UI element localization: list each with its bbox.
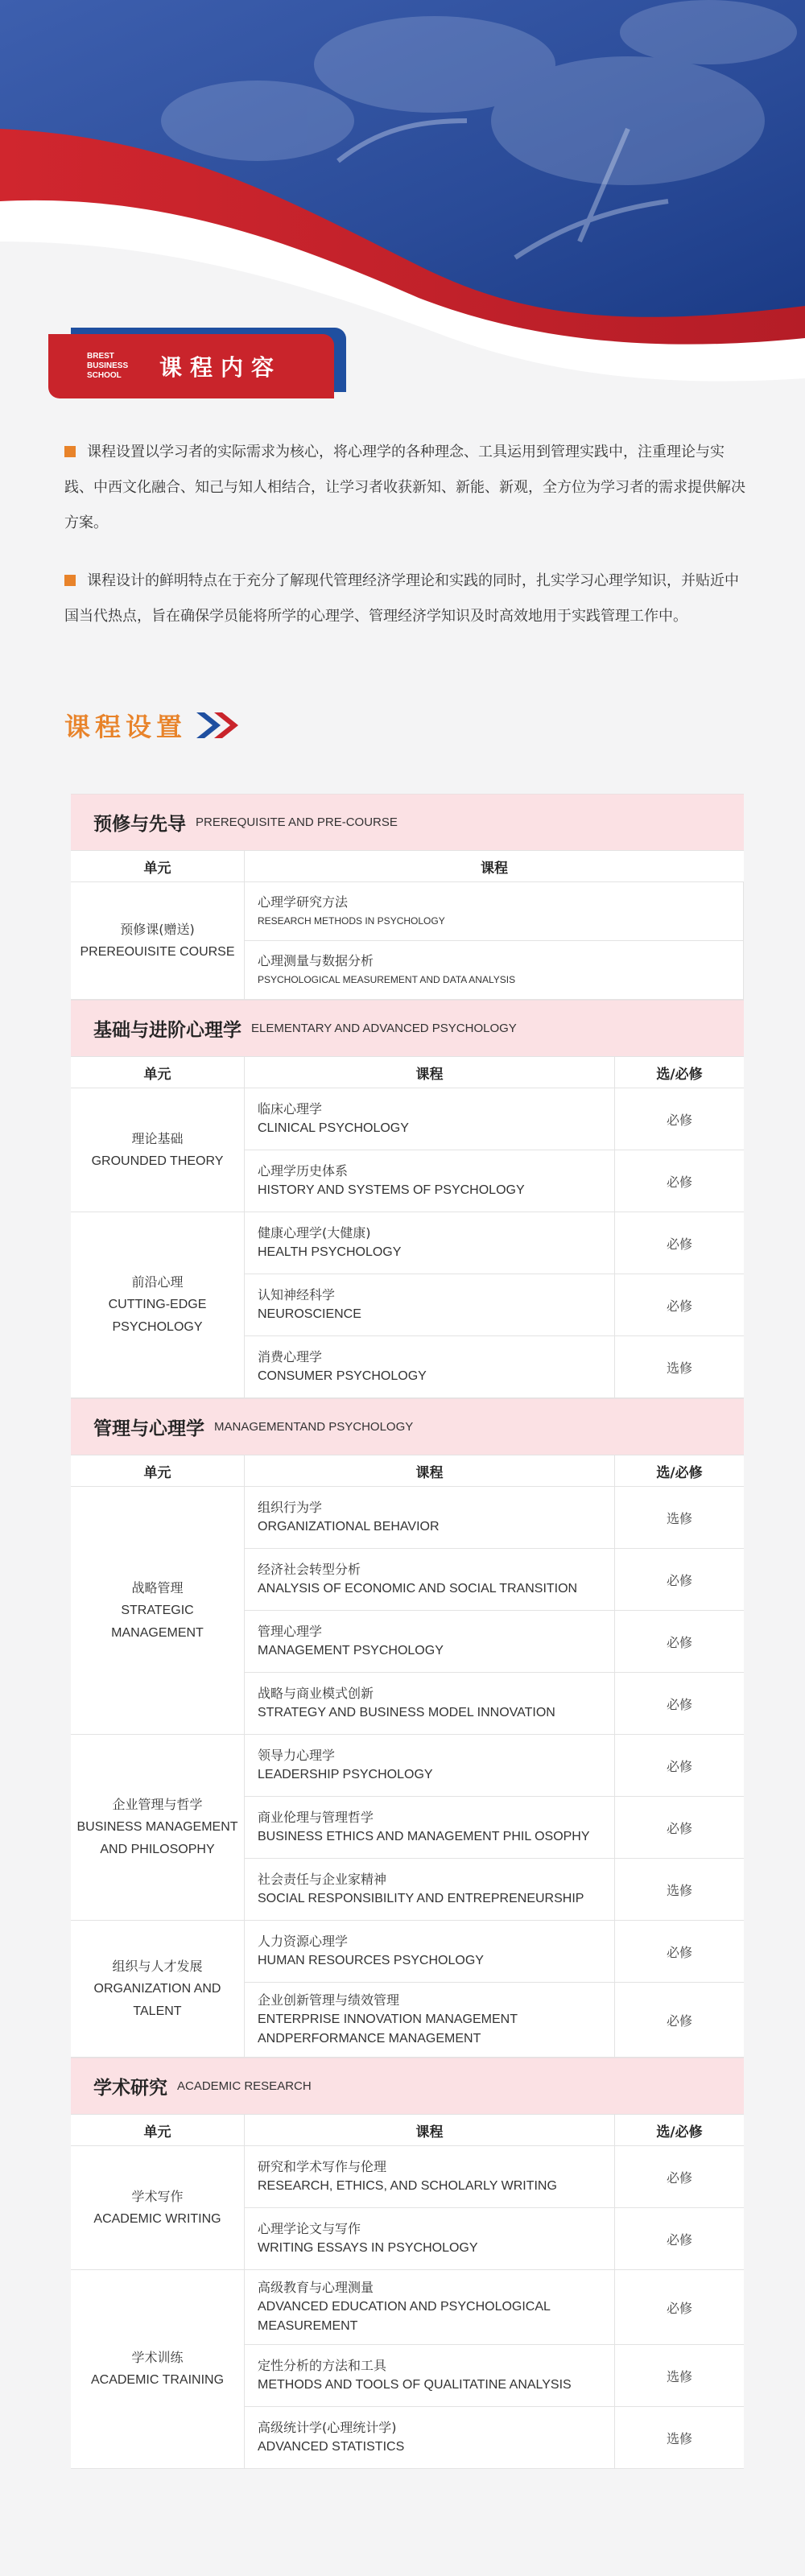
course-rows bbox=[245, 1921, 744, 2057]
course-name-en: HEALTH PSYCHOLOGY bbox=[258, 1245, 402, 1259]
table-row bbox=[245, 1487, 744, 1549]
header-course: 课程 bbox=[245, 1057, 615, 1088]
intro-paragraph-2 bbox=[64, 564, 749, 634]
course-table bbox=[71, 794, 744, 2469]
table-header-row bbox=[71, 1455, 744, 1487]
unit-block bbox=[71, 1735, 744, 1921]
course-setup-heading bbox=[64, 707, 245, 744]
group-header bbox=[71, 2058, 744, 2114]
unit-name bbox=[71, 1921, 245, 2057]
double-chevron-right-icon bbox=[193, 709, 245, 741]
course-requirement: 必修 bbox=[666, 1112, 692, 1128]
table-header-row bbox=[71, 2114, 744, 2146]
course-cell bbox=[245, 1487, 615, 1548]
unit-name-en: GROUNDED THEORY bbox=[91, 1154, 224, 1168]
unit-block bbox=[71, 1212, 744, 1398]
unit-name-en: BUSINESS MANAGEMENT AND PHILOSOPHY bbox=[76, 1820, 238, 1856]
course-name-en: ORGANIZATIONAL BEHAVIOR bbox=[258, 1520, 440, 1534]
course-name-cn: 心理学历史体系 bbox=[258, 1163, 349, 1179]
course-name-cn: 战略与商业模式创新 bbox=[258, 1686, 374, 1701]
course-cell bbox=[245, 1549, 615, 1610]
course-name-en: METHODS AND TOOLS OF QUALITATINE ANALYSIS bbox=[258, 2378, 572, 2392]
school-logo-text: BREST BUSINESS SCHOOL bbox=[87, 352, 129, 380]
course-cell bbox=[245, 1150, 615, 1212]
course-cell bbox=[245, 2270, 615, 2344]
intro-paragraph-1 bbox=[64, 435, 749, 541]
table-row bbox=[245, 2345, 744, 2407]
course-requirement: 选修 bbox=[666, 2368, 692, 2384]
table-row bbox=[245, 1150, 744, 1212]
unit-name-en: PREREOUISITE COURSE bbox=[80, 944, 235, 959]
unit-name-cn: 学术训练 bbox=[131, 2350, 184, 2365]
course-cell bbox=[245, 1673, 615, 1734]
header-course: 课程 bbox=[481, 860, 508, 877]
course-requirement: 必修 bbox=[666, 1758, 692, 1774]
table-row bbox=[245, 1673, 744, 1734]
course-name-cn: 高级教育与心理测量 bbox=[258, 2280, 374, 2295]
table-row bbox=[245, 1983, 744, 2057]
unit-name-en: STRATEGIC MANAGEMENT bbox=[111, 1603, 204, 1640]
header-required: 选/必修 bbox=[656, 1464, 703, 1481]
table-row bbox=[245, 1859, 744, 1920]
course-rows bbox=[245, 2146, 744, 2269]
unit-name-en: ACADEMIC TRAINING bbox=[90, 2373, 225, 2387]
course-name-cn: 心理学论文与写作 bbox=[258, 2221, 361, 2236]
course-requirement: 必修 bbox=[666, 1634, 692, 1650]
course-cell bbox=[245, 1859, 615, 1920]
unit-name-en: ACADEMIC WRITING bbox=[93, 2211, 221, 2226]
course-name-en: MANAGEMENT PSYCHOLOGY bbox=[258, 1644, 444, 1657]
course-name-cn: 定性分析的方法和工具 bbox=[258, 2358, 387, 2373]
course-name-en: RESEARCH, ETHICS, AND SCHOLARLY WRITING bbox=[258, 2179, 557, 2193]
unit-name-cn: 组织与人才发展 bbox=[112, 1958, 203, 1974]
course-cell bbox=[245, 2208, 615, 2269]
course-rows bbox=[245, 1088, 744, 1212]
course-name-cn: 高级统计学(心理统计学) bbox=[258, 2420, 397, 2435]
course-rows bbox=[245, 1212, 744, 1397]
header-required: 选/必修 bbox=[656, 1066, 703, 1083]
unit-name bbox=[71, 1212, 245, 1397]
unit-block bbox=[71, 882, 744, 1000]
table-row bbox=[245, 2407, 744, 2468]
course-name-en: CLINICAL PSYCHOLOGY bbox=[258, 1121, 409, 1135]
unit-name-cn: 理论基础 bbox=[131, 1130, 184, 1146]
table-row bbox=[245, 1212, 744, 1274]
group-title-cn: 预修与先导 bbox=[93, 814, 186, 835]
course-requirement: 必修 bbox=[666, 1298, 692, 1314]
course-name-en: ENTERPRISE INNOVATION MANAGEMENT ANDPERFORMANCE MANAGEMENT bbox=[258, 2013, 518, 2046]
course-requirement: 必修 bbox=[666, 1696, 692, 1712]
header-course: 课程 bbox=[245, 2115, 615, 2145]
unit-block bbox=[71, 1921, 744, 2058]
course-name-en: SOCIAL RESPONSIBILITY AND ENTREPRENEURSHIP bbox=[258, 1892, 584, 1905]
unit-name-cn: 战略管理 bbox=[131, 1579, 184, 1596]
header-unit: 单元 bbox=[71, 851, 245, 881]
course-requirement: 必修 bbox=[666, 1236, 692, 1252]
course-requirement: 必修 bbox=[666, 1820, 692, 1836]
course-requirement: 必修 bbox=[666, 1944, 692, 1960]
unit-block bbox=[71, 2270, 744, 2469]
course-requirement: 必修 bbox=[666, 1572, 692, 1588]
course-name-en: ADVANCED STATISTICS bbox=[258, 2440, 405, 2454]
badge-front bbox=[48, 334, 334, 398]
course-name-cn: 临床心理学 bbox=[258, 1101, 323, 1117]
course-name-en: STRATEGY AND BUSINESS MODEL INNOVATION bbox=[258, 1706, 555, 1719]
course-name-en: HISTORY AND SYSTEMS OF PSYCHOLOGY bbox=[258, 1183, 525, 1197]
section-title-text: 课程设置 bbox=[64, 712, 188, 742]
table-row bbox=[245, 2208, 744, 2269]
header-unit: 单元 bbox=[71, 2115, 245, 2145]
group-header bbox=[71, 1000, 744, 1056]
unit-name bbox=[71, 2146, 245, 2269]
course-name-en: RESEARCH METHODS IN PSYCHOLOGY bbox=[258, 915, 445, 927]
course-name-en: PSYCHOLOGICAL MEASUREMENT AND DATA ANALYSIS bbox=[258, 974, 516, 985]
unit-block bbox=[71, 1088, 744, 1212]
table-row bbox=[245, 1735, 744, 1797]
course-name-en: LEADERSHIP PSYCHOLOGY bbox=[258, 1768, 433, 1781]
course-name-cn: 企业创新管理与绩效管理 bbox=[258, 1992, 400, 2008]
course-name-cn: 认知神经科学 bbox=[258, 1287, 336, 1302]
unit-name bbox=[71, 1487, 245, 1734]
course-cell bbox=[245, 2407, 615, 2468]
course-requirement: 选修 bbox=[666, 1510, 692, 1526]
unit-name-cn: 预修课(赠送) bbox=[120, 921, 195, 937]
table-row bbox=[245, 1549, 744, 1611]
course-cell bbox=[245, 2345, 615, 2406]
course-name-cn: 管理心理学 bbox=[258, 1624, 323, 1639]
course-cell bbox=[245, 1212, 615, 1274]
course-requirement: 选修 bbox=[666, 1360, 692, 1376]
section-badge bbox=[48, 334, 346, 398]
course-rows bbox=[245, 2270, 744, 2468]
course-cell bbox=[245, 1983, 615, 2057]
course-name-cn: 人力资源心理学 bbox=[258, 1934, 349, 1949]
course-cell bbox=[245, 1088, 615, 1150]
course-name-cn: 心理测量与数据分析 bbox=[258, 953, 374, 968]
bullet-square-icon bbox=[64, 446, 76, 457]
course-name-en: HUMAN RESOURCES PSYCHOLOGY bbox=[258, 1954, 484, 1967]
header-unit: 单元 bbox=[71, 1057, 245, 1088]
course-cell bbox=[245, 882, 744, 940]
course-name-cn: 领导力心理学 bbox=[258, 1748, 336, 1763]
group-header bbox=[71, 794, 744, 850]
group-title-cn: 基础与进阶心理学 bbox=[93, 1020, 242, 1041]
unit-name-cn: 学术写作 bbox=[131, 2188, 184, 2204]
unit-block bbox=[71, 1487, 744, 1735]
course-name-cn: 心理学研究方法 bbox=[258, 894, 349, 910]
table-row bbox=[245, 1274, 744, 1336]
group-title-en: ELEMENTARY AND ADVANCED PSYCHOLOGY bbox=[251, 1022, 517, 1035]
header-unit: 单元 bbox=[71, 1455, 245, 1486]
course-name-en: CONSUMER PSYCHOLOGY bbox=[258, 1369, 427, 1383]
course-name-cn: 组织行为学 bbox=[258, 1500, 323, 1515]
course-name-cn: 消费心理学 bbox=[258, 1349, 323, 1364]
header-course: 课程 bbox=[245, 1455, 615, 1486]
course-cell bbox=[245, 2146, 615, 2207]
badge-title: 课程内容 bbox=[159, 354, 283, 381]
course-cell bbox=[245, 1336, 615, 1397]
group-title-en: PREREQUISITE AND PRE-COURSE bbox=[196, 815, 398, 829]
course-cell bbox=[245, 1797, 615, 1858]
unit-name bbox=[71, 882, 245, 999]
table-row bbox=[245, 2270, 744, 2345]
table-row bbox=[245, 1797, 744, 1859]
group-header bbox=[71, 1398, 744, 1455]
course-requirement: 选修 bbox=[666, 1882, 692, 1898]
course-requirement: 必修 bbox=[666, 2169, 692, 2186]
bullet-square-icon bbox=[64, 575, 76, 586]
group-title-cn: 学术研究 bbox=[93, 2078, 167, 2099]
course-cell bbox=[245, 941, 744, 999]
table-row bbox=[245, 1611, 744, 1673]
course-rows bbox=[245, 882, 744, 999]
course-requirement: 选修 bbox=[666, 2430, 692, 2446]
intro-text-1: 课程设置以学习者的实际需求为核心，将心理学的各种理念、工具运用到管理实践中，注重理论与实践、中西文化融合、知己与知人相结合，让学习者收获新知、新能、新观，全方位为学习者的需求提供解决方案。 bbox=[64, 444, 745, 531]
unit-name-cn: 前沿心理 bbox=[131, 1274, 184, 1290]
unit-name bbox=[71, 1088, 245, 1212]
table-row bbox=[245, 1336, 744, 1397]
course-requirement: 必修 bbox=[666, 2300, 692, 2316]
course-rows bbox=[245, 1487, 744, 1734]
course-name-en: NEUROSCIENCE bbox=[258, 1307, 361, 1321]
unit-name-cn: 企业管理与哲学 bbox=[112, 1797, 203, 1812]
course-name-cn: 经济社会转型分析 bbox=[258, 1562, 361, 1577]
course-cell bbox=[245, 1735, 615, 1796]
table-row bbox=[245, 2146, 744, 2208]
table-header-row bbox=[71, 850, 744, 882]
course-cell bbox=[245, 1274, 615, 1335]
header-required: 选/必修 bbox=[656, 2124, 703, 2140]
unit-name bbox=[71, 2270, 245, 2468]
course-cell bbox=[245, 1611, 615, 1672]
table-row bbox=[245, 941, 744, 999]
unit-name-en: ORGANIZATION AND TALENT bbox=[93, 1981, 221, 2018]
intro-text-2: 课程设计的鲜明特点在于充分了解现代管理经济学理论和实践的同时，扎实学习心理学知识，并贴近中国当代热点，旨在确保学员能将所学的心理学、管理经济学知识及时高效地用于实践管理工作中。 bbox=[64, 572, 739, 625]
group-title-cn: 管理与心理学 bbox=[93, 1418, 204, 1439]
unit-name-en: CUTTING-EDGE PSYCHOLOGY bbox=[108, 1298, 207, 1334]
course-name-cn: 社会责任与企业家精神 bbox=[258, 1872, 387, 1887]
course-requirement: 必修 bbox=[666, 2013, 692, 2029]
course-requirement: 必修 bbox=[666, 1174, 692, 1190]
group-title-en: MANAGEMENTAND PSYCHOLOGY bbox=[214, 1420, 414, 1434]
course-name-cn: 研究和学术写作与伦理 bbox=[258, 2159, 387, 2174]
unit-name bbox=[71, 1735, 245, 1920]
course-name-en: ANALYSIS OF ECONOMIC AND SOCIAL TRANSITION bbox=[258, 1582, 578, 1596]
course-name-cn: 商业伦理与管理哲学 bbox=[258, 1810, 374, 1825]
table-row bbox=[245, 882, 744, 941]
table-header-row bbox=[71, 1056, 744, 1088]
course-name-cn: 健康心理学(大健康) bbox=[258, 1225, 371, 1241]
course-requirement: 必修 bbox=[666, 2231, 692, 2248]
table-row bbox=[245, 1088, 744, 1150]
course-cell bbox=[245, 1921, 615, 1982]
course-name-en: BUSINESS ETHICS AND MANAGEMENT PHIL OSOPHY bbox=[258, 1830, 590, 1843]
course-name-en: WRITING ESSAYS IN PSYCHOLOGY bbox=[258, 2241, 478, 2255]
course-rows bbox=[245, 1735, 744, 1920]
group-title-en: ACADEMIC RESEARCH bbox=[177, 2079, 312, 2093]
table-row bbox=[245, 1921, 744, 1983]
unit-block bbox=[71, 2146, 744, 2270]
course-name-en: ADVANCED EDUCATION AND PSYCHOLOGICAL MEASUREMENT bbox=[258, 2300, 551, 2333]
